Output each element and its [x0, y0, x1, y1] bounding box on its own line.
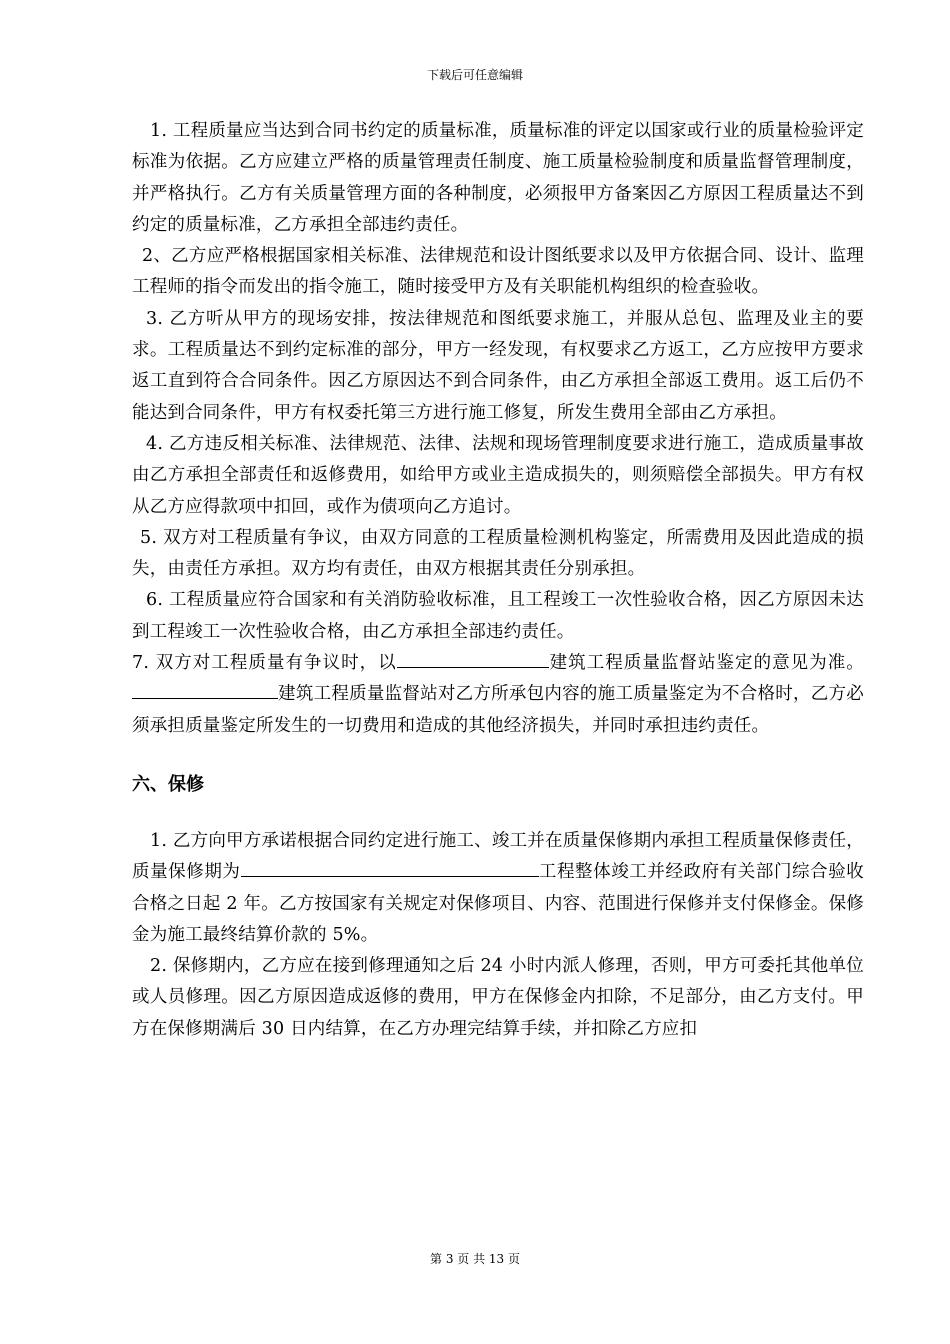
- quality-clause-4: 4. 乙方违反相关标准、法律规范、法律、法规和现场管理制度要求进行施工，造成质量事故由乙方承担全部责任和返修费用，如给甲方或业主造成损失的，则须赔偿全部损失。甲方有权从乙方应得款项中扣回，或作为债项向乙方追讨。: [132, 433, 864, 517]
- warranty-period-blank: [241, 858, 539, 877]
- quality-clause-6: 6. 工程质量应符合国家和有关消防验收标准，且工程竣工一次性验收合格，因乙方原因未达到工程竣工一次性验收合格，由乙方承担全部违约责任。: [132, 590, 864, 642]
- warranty-clause-1-text-b: 工程整体竣工并经政府有关部门综合验收合格之日起 2 年。乙方按国家有关规定对保修项目、内容、范围进行保修并支付保修金。保修金为施工最终结算价款的 5%。: [132, 862, 864, 945]
- section-title-warranty: 六、保修: [132, 773, 204, 795]
- supervision-station-blank-2: [132, 680, 278, 699]
- quality-clause-2: 2、乙方应严格根据国家相关标准、法律规范和设计图纸要求以及甲方依据合同、设计、监理工程师的指令而发出的指令施工，随时接受甲方及有关职能机构组织的检查验收。: [132, 246, 864, 298]
- clause-7-text-a: 7. 双方对工程质量有争议时，以: [132, 653, 397, 674]
- page-footer: 第 3 页 共 13 页: [430, 1252, 520, 1266]
- warranty-clause-2: 2. 保修期内，乙方应在接到修理通知之后 24 小时内派人修理，否则，甲方可委托其他单位或人员修理。因乙方原因造成返修的费用，甲方在保修金内扣除，不足部分，由乙方支付。甲方在保修期满后 30 日内结算，在乙方办理完结算手续，并扣除乙方应扣: [132, 956, 864, 1039]
- quality-clause-3: 3. 乙方听从甲方的现场安排，按法律规范和图纸要求施工，并服从总包、监理及业主的要求。工程质量达不到约定标准的部分，甲方一经发现，有权要求乙方返工，乙方应按甲方要求返工直到符合合同条件。因乙方原因达不到合同条件，由乙方承担全部返工费用。返工后仍不能达到合同条件，甲方有权委托第三方进行施工修复，所发生费用全部由乙方承担。: [132, 308, 864, 423]
- quality-clause-1: 1. 工程质量应当达到合同书约定的质量标准，质量标准的评定以国家或行业的质量检验评定标准为依据。乙方应建立严格的质量管理责任制度、施工质量检验制度和质量监督管理制度，并严格执行。乙方有关质量管理方面的各种制度，必须报甲方备案因乙方原因工程质量达不到约定的质量标准，乙方承担全部违约责任。: [132, 121, 864, 235]
- warranty-clause-1: [132, 826, 864, 951]
- warranty-clause-1-text-a: 1. 乙方向甲方承诺根据合同约定进行施工、竣工并在质量保修期内承担工程质量保修责任，质量保修期为: [132, 830, 864, 883]
- quality-clause-5: 5. 双方对工程质量有争议，由双方同意的工程质量检测机构鉴定，所需费用及因此造成的损失，由责任方承担。双方均有责任，由双方根据其责任分别承担。: [132, 527, 864, 580]
- supervision-station-blank-1: [397, 649, 549, 668]
- page-header: 下载后可任意编辑: [426, 68, 523, 82]
- document-body: [132, 116, 864, 1045]
- clause-7-text-b: 建筑工程质量监督站鉴定的意见为准。: [548, 653, 864, 674]
- quality-clause-7: [132, 648, 864, 742]
- clause-7-text-c: 建筑工程质量监督站对乙方所承包内容的施工质量鉴定为不合格时，乙方必须承担质量鉴定所发生的一切费用和造成的其他经济损失，并同时承担违约责任。: [132, 684, 864, 736]
